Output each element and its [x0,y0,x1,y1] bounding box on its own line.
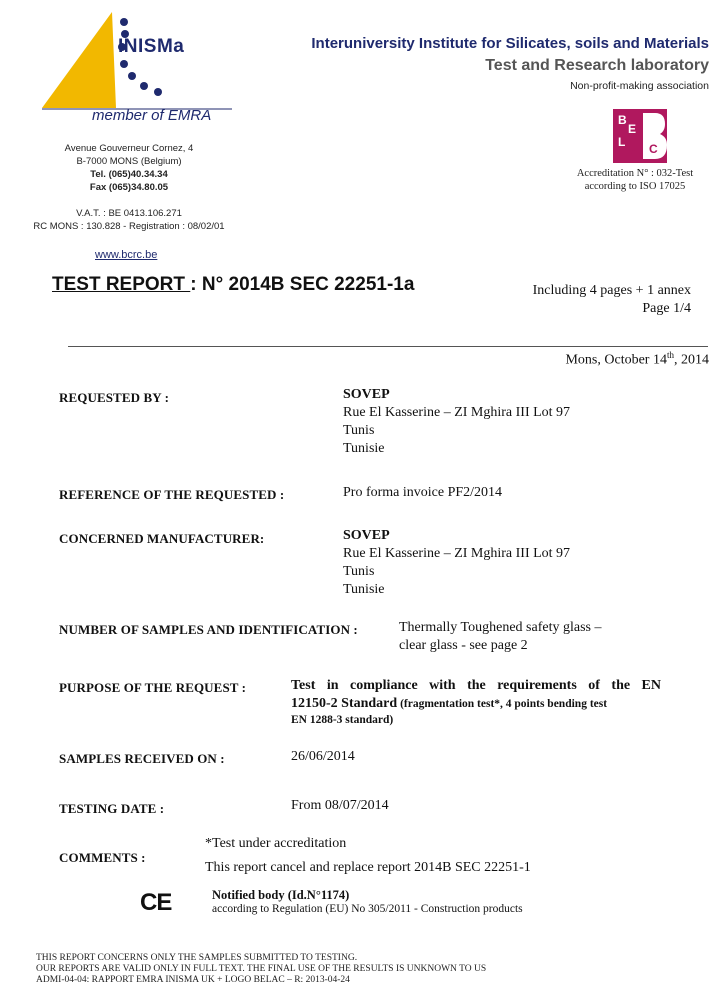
belac-letter-c: C [649,142,658,156]
tel: Tel. (065)40.34.34 [90,169,168,180]
belac-letter-b: B [618,113,627,127]
purpose-label: PURPOSE OF THE REQUEST : [59,680,247,695]
footer [36,953,486,986]
manufacturer-label: CONCERNED MANUFACTURER: [59,531,265,546]
report-date: Mons, October 14th, 2014 [565,350,709,368]
page-info [533,282,691,318]
accreditation-standard: according to ISO 17025 [584,181,686,192]
received-label: SAMPLES RECEIVED ON : [59,751,225,766]
report-number: : N° 2014B SEC 22251-1a [190,274,415,295]
purpose-line-3: EN 1288-3 standard) [291,714,394,726]
accreditation-number: Accreditation N° : 032-Test [576,168,694,179]
manufacturer-name: SOVEP [343,528,390,543]
requested-by-line-3: Tunisie [343,441,385,456]
purpose-value [291,677,661,727]
address-line-1: Avenue Gouverneur Cornez, 4 [64,143,194,154]
accreditation-text [560,167,710,193]
institute-title: Interuniversity Institute for Silicates, soils and Materials [311,35,709,52]
purpose-tests: (fragmentation test*, 4 points bending test [397,698,608,710]
notified-text: according to Regulation (EU) No 305/2011 - Construction products [212,903,523,915]
notified-title: Notified body (Id.N°1174) [212,888,350,902]
reference-value: Pro forma invoice PF2/2014 [343,485,503,500]
comments-line-1: *Test under accreditation [205,836,347,851]
institute-subtitle: Test and Research laboratory [485,57,709,74]
pages-count: Including 4 pages + 1 annex [532,283,691,298]
manufacturer-line-2: Tunis [343,564,375,579]
requested-by-line-2: Tunis [343,423,375,438]
samples-label: NUMBER OF SAMPLES AND IDENTIFICATION : [59,622,358,637]
footer-line-2: OUR REPORTS ARE VALID ONLY IN FULL TEXT. THE FINAL USE OF THE RESULTS IS UNKNOWN TO US [36,964,487,974]
address-line-2: B-7000 MONS (Belgium) [76,156,182,167]
footer-line-1: THIS REPORT CONCERNS ONLY THE SAMPLES SUBMITTED TO TESTING. [36,953,358,963]
comments-line-2: This report cancel and replace report 2014B SEC 22251-1 [205,860,531,875]
website-link[interactable]: www.bcrc.be [95,249,158,261]
inisma-logo-icon [36,10,236,120]
samples-line-2: clear glass - see page 2 [399,638,528,653]
report-title [52,274,414,296]
requested-by-label: REQUESTED BY : [59,390,169,405]
purpose-standard: 12150-2 Standard [291,696,398,711]
belac-letter-l: L [618,135,626,149]
member-of-emra: member of EMRA [92,107,212,124]
testing-date-label: TESTING DATE : [59,801,165,816]
samples-line-1: Thermally Toughened safety glass – [399,620,602,635]
received-value: 26/06/2014 [291,749,355,764]
requested-by-value [343,386,570,458]
manufacturer-line-1: Rue El Kasserine – ZI Mghira III Lot 97 [343,546,571,561]
fax: Fax (065)34.80.05 [89,182,169,193]
purpose-line-1: Test in compliance with the requirements of the EN [291,678,661,693]
page-number: Page 1/4 [642,301,691,316]
comments-value [205,832,531,880]
belac-logo-icon [613,109,667,163]
non-profit-note: Non-profit-making association [570,80,709,92]
report-title-prefix: TEST REPORT [52,274,191,295]
rc-registration: RC MONS : 130.828 - Registration : 08/02/01 [33,221,225,232]
notified-body [212,888,523,916]
manufacturer-line-3: Tunisie [343,582,385,597]
samples-value [399,619,602,655]
ce-mark-icon: CE [140,889,172,916]
requested-by-name: SOVEP [343,387,390,402]
logo-name: INISMa [118,36,185,57]
requested-by-line-1: Rue El Kasserine – ZI Mghira III Lot 97 [343,405,571,420]
manufacturer-value [343,527,570,599]
footer-line-3: ADMI-04-04: RAPPORT EMRA INISMA UK + LOGO BELAC – R: 2013-04-24 [36,975,350,985]
vat: V.A.T. : BE 0413.106.271 [76,208,182,219]
divider [68,346,708,347]
reference-label: REFERENCE OF THE REQUESTED : [59,487,285,502]
belac-letter-a: A [630,146,639,160]
testing-date-value: From 08/07/2014 [291,798,389,813]
belac-letter-e: E [628,122,637,136]
comments-label: COMMENTS : [59,850,146,865]
